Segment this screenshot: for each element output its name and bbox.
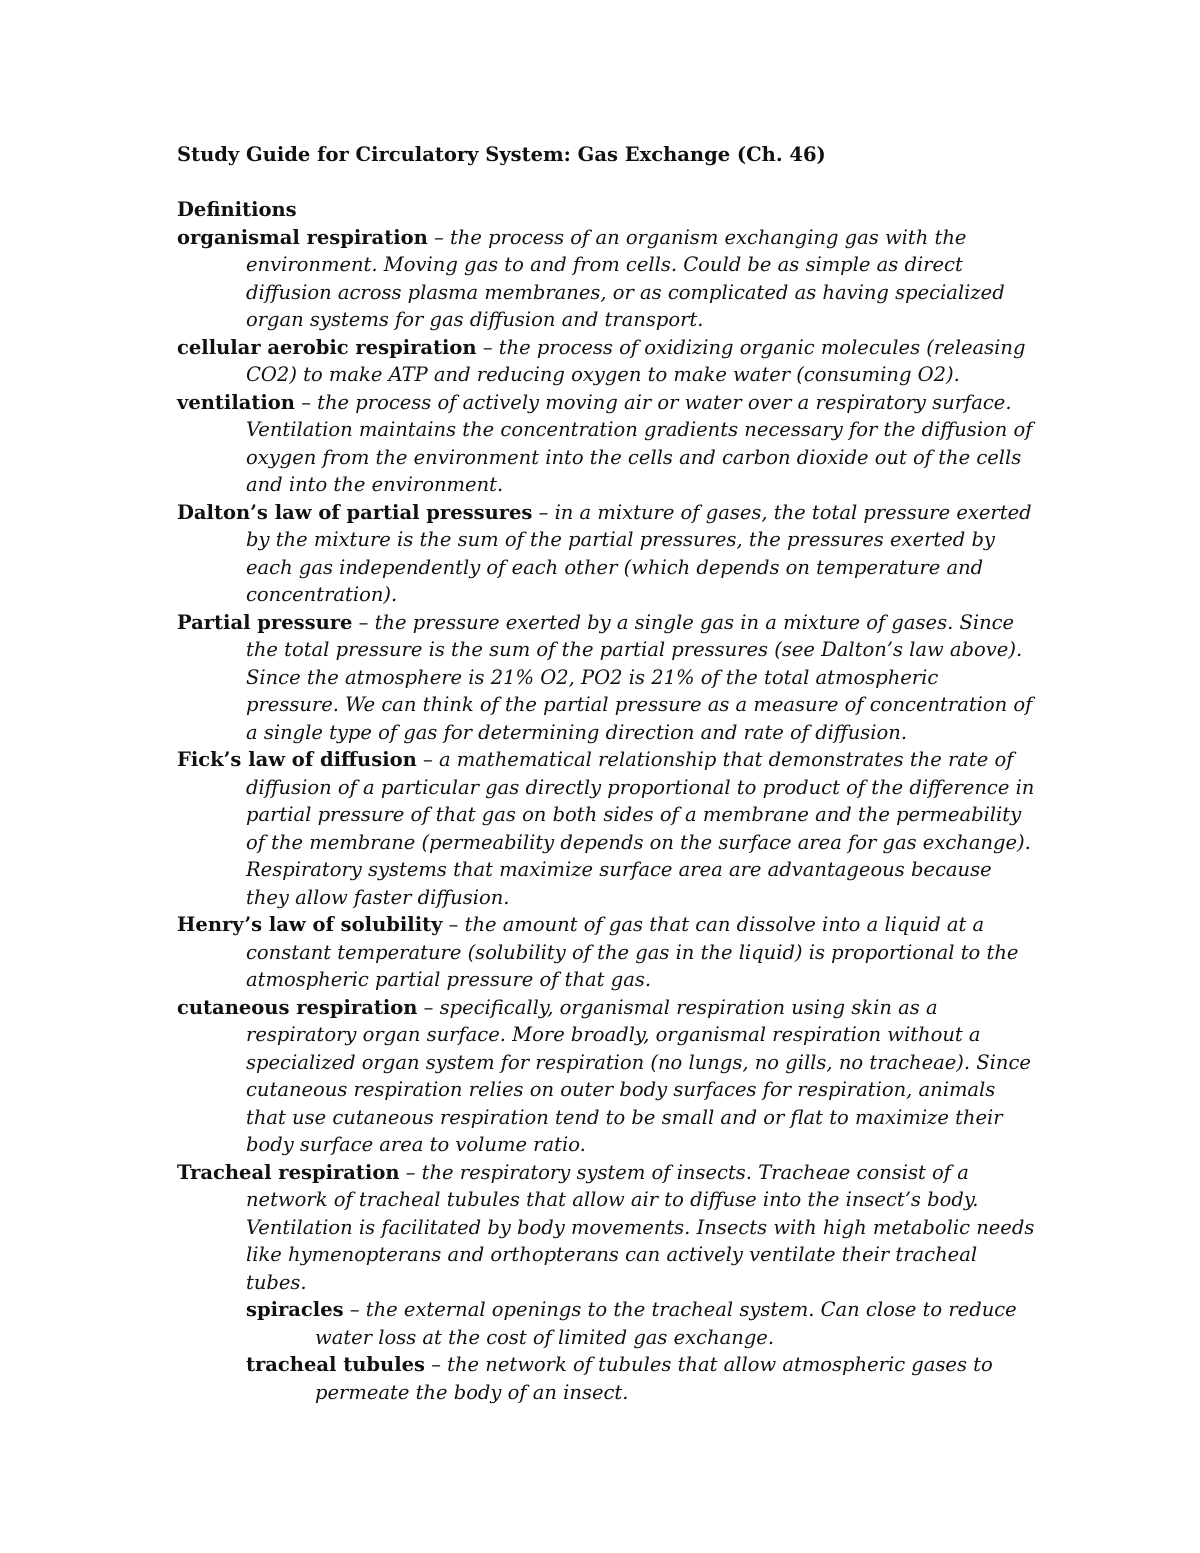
dash-separator: – [538,500,549,524]
definition-text: the process of an organism exchanging gas with the environment. Moving gas to and from cells. Could be as simple as direct diffusion across plasma membranes, or as complicated as having specialized organ systems for gas diffusion and transport. [246,225,1005,331]
definition-text: the respiratory system of insects. Tracheae consist of a network of tracheal tubules that allow air to diffuse into the insect’s body. Ventilation is facilitated by body movements. Insects with high metabolic needs like hymenopterans and orthopterans can actively ventilate their tracheal tubes. [246,1160,1035,1294]
dash-separator: – [423,995,434,1019]
term: spiracles [246,1298,344,1321]
section-heading-definitions: Definitions [177,198,297,221]
definition-text: a mathematical relationship that demonstrates the rate of diffusion of a particular gas directly proportional to product of the difference in partial pressure of that gas on both sides of a membrane and the permeability of the membrane (permeability depends on the surface area for gas exchange). Respiratory systems that maximize surface area are advantageous because they allow faster diffusion. [246,748,1035,909]
document-title: Study Guide for Circulatory System: Gas Exchange (Ch. 46) [177,143,826,166]
definition-text: the amount of gas that can dissolve into a liquid at a constant temperature (solubility of the gas in the liquid) is proportional to the atmospheric partial pressure of that gas. [246,913,1019,991]
term: tracheal tubules [246,1353,425,1376]
definition-entry-ventilation [177,389,1037,499]
definition-subentry-spiracles [246,1296,1037,1351]
term: cutaneous respiration [177,995,418,1019]
term: Dalton’s law of partial pressures [177,500,533,524]
term: ventilation [177,390,295,414]
definition-entry-daltons-law [177,499,1037,609]
definition-subentry-tracheal-tubules [246,1351,1037,1406]
dash-separator: – [482,335,493,359]
term: cellular aerobic respiration [177,335,477,359]
definition-text: the network of tubules that allow atmospheric gases to permeate the body of an insect. [315,1353,993,1404]
dash-separator: – [301,390,311,414]
definition-text: the external openings to the tracheal system. Can close to reduce water loss at the cost of limited gas exchange. [315,1298,1017,1349]
term: Partial pressure [177,610,353,634]
dash-separator: – [423,748,433,771]
term: Fick’s law of diffusion [177,748,417,771]
document-page [177,141,1037,1406]
definition-text: the pressure exerted by a single gas in a mixture of gases. Since the total pressure is the sum of the partial pressures (see Dalton’s law above). Since the atmosphere is 21% O2, PO2 is 21% of the total atmospheric pressure. We can think of the partial pressure as a measure of concentration of a single type of gas for determining direction and rate of diffusion. [246,610,1033,744]
dash-separator: – [431,1353,441,1376]
definition-entry-partial-pressure [177,609,1037,747]
definition-text: specifically, organismal respiration using skin as a respiratory organ surface. More broadly, organismal respiration without a specialized organ system for respiration (no lungs, no gills, no tracheae). Since cutaneous respiration relies on outer body surfaces for respiration, animals that use cutaneous respiration tend to be small and or flat to maximize their body surface area to volume ratio. [246,995,1031,1156]
dash-separator: – [434,225,444,249]
dash-separator: – [405,1160,416,1184]
term: organismal respiration [177,225,428,249]
dash-separator: – [448,913,459,936]
dash-separator: – [358,610,369,634]
definition-entry-ficks-law [177,746,1037,911]
definition-text: in a mixture of gases, the total pressure exerted by the mixture is the sum of the partial pressures, the pressures exerted by each gas independently of each other (which depends on temperature and concentration). [246,500,1032,606]
term: Tracheal respiration [177,1160,400,1184]
definition-entry-tracheal-respiration [177,1159,1037,1297]
definition-entry-cutaneous-respiration [177,994,1037,1159]
term: Henry’s law of solubility [177,913,443,936]
definition-entry-henrys-law [177,911,1037,994]
definition-entry-organismal-respiration [177,224,1037,334]
definition-text: the process of oxidizing organic molecules (releasing CO2) to make ATP and reducing oxygen to make water (consuming O2). [246,335,1026,386]
definition-entry-cellular-aerobic-respiration [177,334,1037,389]
dash-separator: – [349,1298,360,1321]
definition-text: the process of actively moving air or water over a respiratory surface. Ventilation maintains the concentration gradients necessary for the diffusion of oxygen from the environment into the cells and carbon dioxide out of the cells and into the environment. [246,390,1033,496]
